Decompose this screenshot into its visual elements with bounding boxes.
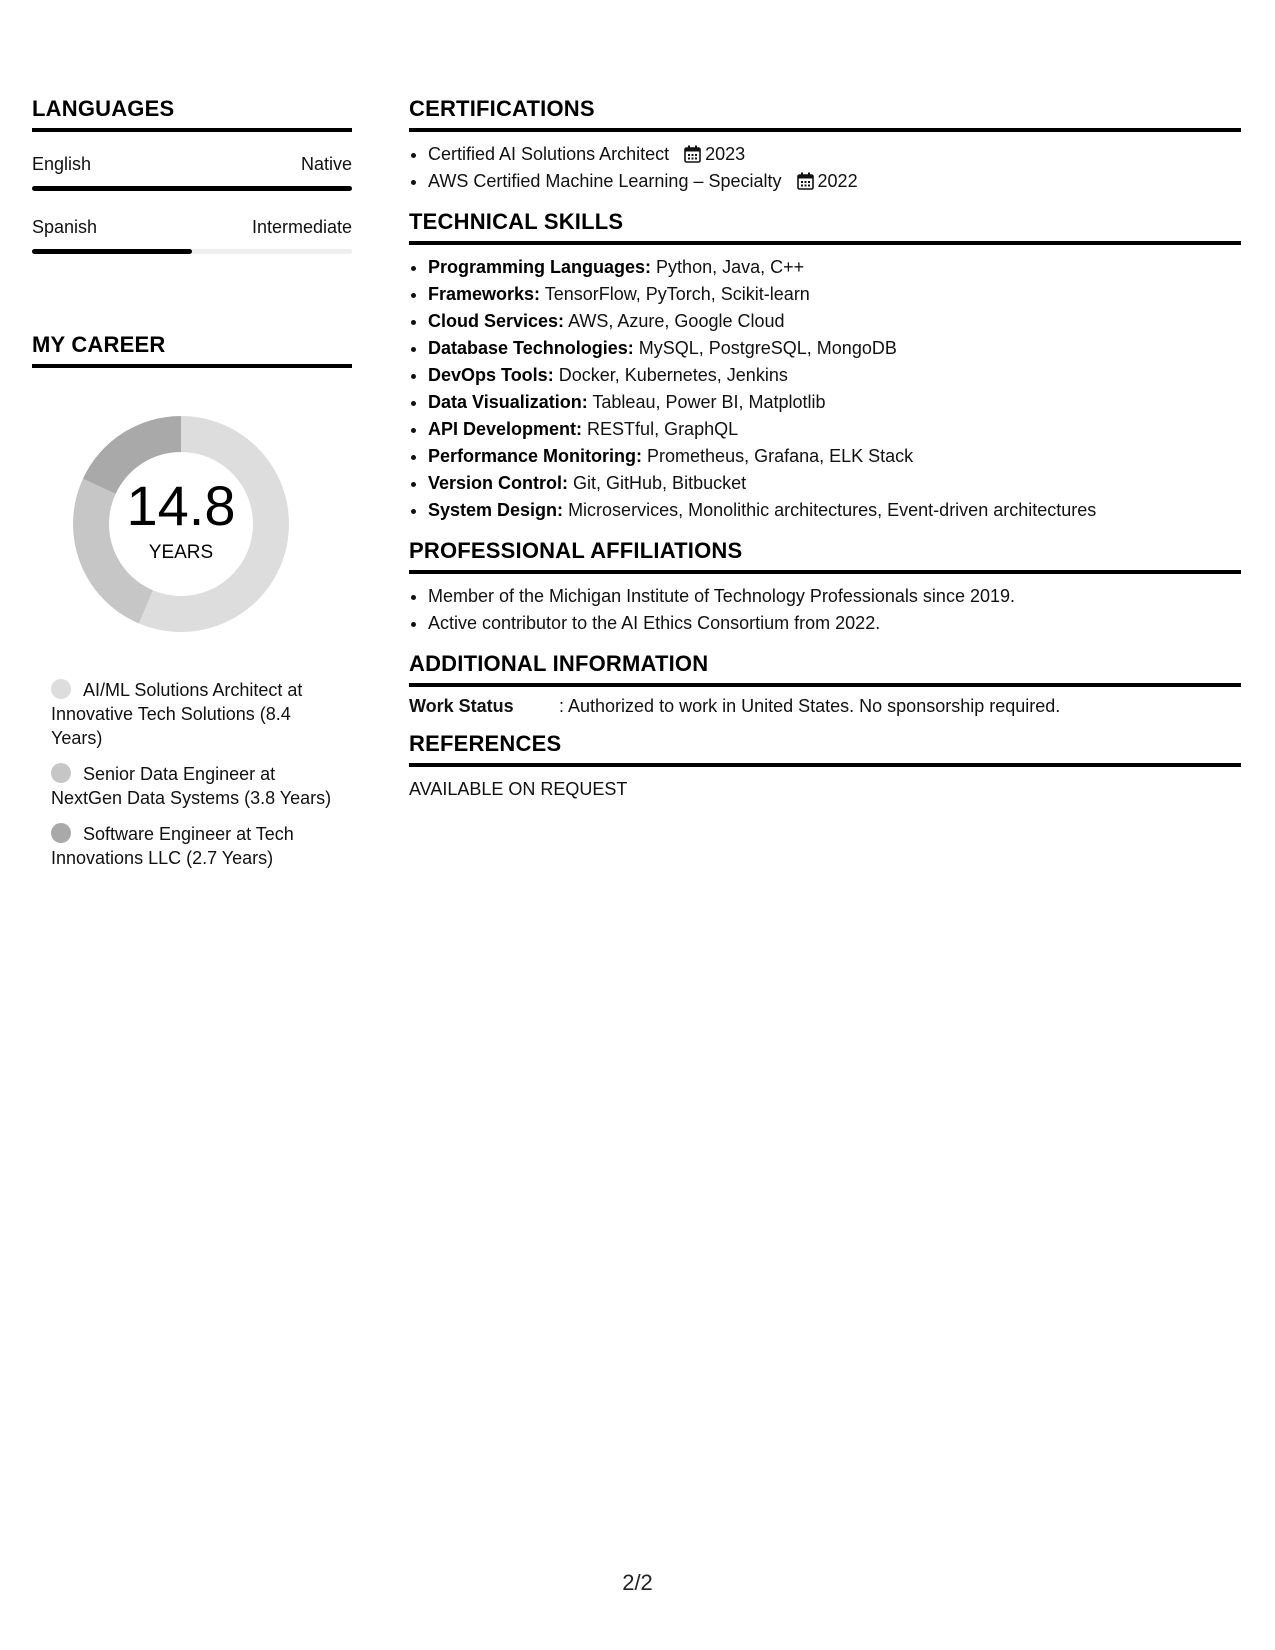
work-status-value: : Authorized to work in United States. No sponsorship required. bbox=[559, 696, 1061, 716]
career-title: MY CAREER bbox=[32, 332, 352, 368]
skill-value: AWS, Azure, Google Cloud bbox=[568, 311, 785, 331]
certification-name: AWS Certified Machine Learning – Specialty bbox=[428, 171, 782, 191]
certification-item bbox=[428, 141, 1241, 168]
language-name: Spanish bbox=[32, 217, 98, 237]
legend-swatch bbox=[51, 823, 71, 843]
language-level: Native bbox=[300, 154, 352, 174]
skill-value: Docker, Kubernetes, Jenkins bbox=[558, 365, 788, 385]
work-status-label: Work Status bbox=[409, 696, 514, 716]
skill-value: MySQL, PostgreSQL, MongoDB bbox=[638, 338, 897, 358]
language-proficiency-fill bbox=[32, 249, 192, 254]
certification-item bbox=[428, 168, 1241, 195]
career-donut-chart bbox=[61, 404, 301, 644]
right-column bbox=[409, 96, 1241, 814]
career-legend bbox=[32, 678, 332, 870]
skill-label: Performance Monitoring: bbox=[428, 446, 643, 466]
additional-info-title: ADDITIONAL INFORMATION bbox=[409, 651, 1241, 687]
references-title: REFERENCES bbox=[409, 731, 1241, 767]
legend-label: AI/ML Solutions Architect at Innovative Tech Solutions (8.4 Years) bbox=[51, 680, 303, 748]
skills-section bbox=[409, 209, 1241, 524]
left-column bbox=[32, 96, 352, 882]
skill-value: Prometheus, Grafana, ELK Stack bbox=[647, 446, 914, 466]
affiliation-item: • Member of the Michigan Institute of Technology Professionals since 2019. bbox=[428, 583, 1241, 610]
affiliations-section bbox=[409, 538, 1241, 637]
skill-label: Cloud Services: bbox=[428, 311, 565, 331]
skill-label: Data Visualization: bbox=[428, 392, 588, 412]
languages-title: LANGUAGES bbox=[32, 96, 352, 132]
language-proficiency-bar bbox=[32, 249, 352, 254]
work-status-row bbox=[409, 696, 1241, 717]
calendar-icon bbox=[797, 172, 814, 190]
skill-item bbox=[428, 308, 1241, 335]
skill-label: System Design: bbox=[428, 500, 564, 520]
certification-year: 2023 bbox=[705, 144, 746, 164]
certification-name: Certified AI Solutions Architect bbox=[428, 144, 670, 164]
legend-swatch bbox=[51, 679, 71, 699]
additional-info-section bbox=[409, 651, 1241, 717]
legend-item bbox=[51, 678, 332, 750]
language-level: Intermediate bbox=[251, 217, 352, 237]
skill-label: Frameworks: bbox=[428, 284, 541, 304]
certifications-section bbox=[409, 96, 1241, 195]
skill-item bbox=[428, 362, 1241, 389]
language-proficiency-fill bbox=[32, 186, 352, 191]
career-total-unit: YEARS bbox=[148, 542, 214, 563]
legend-label: Senior Data Engineer at NextGen Data Systems (3.8 Years) bbox=[51, 764, 332, 808]
skill-item bbox=[428, 443, 1241, 470]
legend-label: Software Engineer at Tech Innovations LLC (2.7 Years) bbox=[51, 824, 294, 868]
references-text: AVAILABLE ON REQUEST bbox=[409, 779, 628, 799]
affiliation-item: • Active contributor to the AI Ethics Consortium from 2022. bbox=[428, 610, 1241, 637]
skill-value: Python, Java, C++ bbox=[656, 257, 805, 277]
skills-title: TECHNICAL SKILLS bbox=[409, 209, 1241, 245]
certifications-title: CERTIFICATIONS bbox=[409, 96, 1241, 132]
language-item bbox=[32, 154, 352, 191]
skill-value: Microservices, Monolithic architectures, Event-driven architectures bbox=[568, 500, 1097, 520]
references-section bbox=[409, 731, 1241, 800]
skill-value: TensorFlow, PyTorch, Scikit-learn bbox=[544, 284, 810, 304]
skill-value: Git, GitHub, Bitbucket bbox=[573, 473, 747, 493]
skill-item bbox=[428, 470, 1241, 497]
calendar-icon bbox=[684, 145, 701, 163]
page-number: 2/2 bbox=[622, 1570, 653, 1595]
skill-label: Version Control: bbox=[428, 473, 569, 493]
career-total-value: 14.8 bbox=[126, 474, 236, 537]
skill-item bbox=[428, 497, 1241, 524]
legend-item bbox=[51, 762, 332, 810]
skill-item bbox=[428, 335, 1241, 362]
language-name: English bbox=[32, 154, 92, 174]
skill-item bbox=[428, 254, 1241, 281]
skill-label: Programming Languages: bbox=[428, 257, 652, 277]
skill-label: Database Technologies: bbox=[428, 338, 634, 358]
legend-item bbox=[51, 822, 332, 870]
skill-label: API Development: bbox=[428, 419, 583, 439]
language-item bbox=[32, 217, 352, 254]
language-proficiency-bar bbox=[32, 186, 352, 191]
skill-value: Tableau, Power BI, Matplotlib bbox=[592, 392, 826, 412]
skill-label: DevOps Tools: bbox=[428, 365, 554, 385]
skill-item bbox=[428, 389, 1241, 416]
affiliations-title: PROFESSIONAL AFFILIATIONS bbox=[409, 538, 1241, 574]
skill-item bbox=[428, 416, 1241, 443]
legend-swatch bbox=[51, 763, 71, 783]
certification-year: 2022 bbox=[817, 171, 858, 191]
skill-item bbox=[428, 281, 1241, 308]
skill-value: RESTful, GraphQL bbox=[587, 419, 739, 439]
